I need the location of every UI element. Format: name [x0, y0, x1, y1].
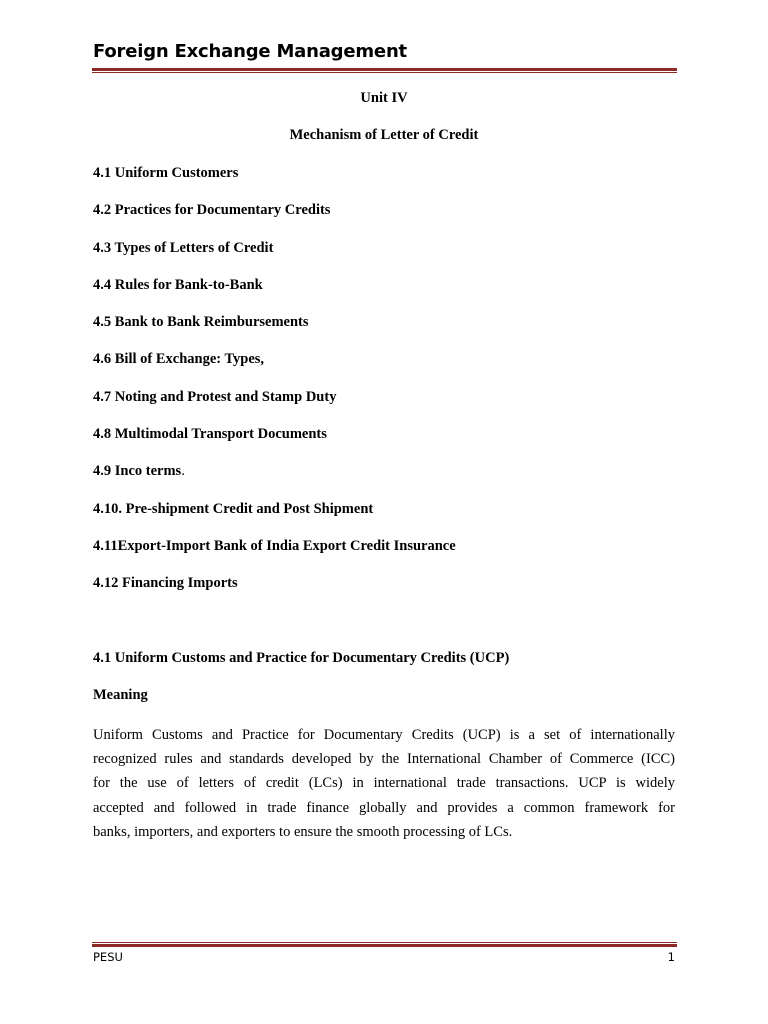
toc-item — [93, 239, 456, 276]
toc-item — [93, 388, 456, 425]
toc-item-label: 4.8 Multimodal Transport Documents — [93, 426, 327, 443]
table-of-contents — [93, 164, 456, 612]
document-header-title: Foreign Exchange Management — [93, 41, 407, 62]
toc-item-label: 4.9 Inco terms — [93, 463, 182, 480]
toc-item-label: 4.11Export-Import Bank of India Export Credit Insurance — [93, 537, 456, 554]
body-paragraph — [93, 723, 675, 844]
toc-item-label: 4.6 Bill of Exchange: Types, — [93, 351, 265, 368]
toc-item — [93, 462, 456, 499]
section-heading: 4.1 Uniform Customs and Practice for Documentary Credits (UCP) — [93, 650, 510, 666]
toc-item — [93, 201, 456, 238]
toc-item-label: 4.2 Practices for Documentary Credits — [93, 202, 331, 219]
toc-item-label: 4.1 Uniform Customers — [93, 165, 239, 181]
toc-item-label: 4.5 Bank to Bank Reimbursements — [93, 314, 309, 331]
page-number: 1 — [667, 950, 675, 964]
toc-item-label: 4.4 Rules for Bank-to-Bank — [93, 276, 263, 293]
toc-item — [93, 313, 456, 350]
toc-item — [93, 350, 456, 387]
toc-item-trail: . — [181, 463, 185, 480]
paragraph-line: banks, importers, and exporters to ensure the smooth processing of LCs. — [93, 823, 513, 840]
footer-label: PESU — [93, 950, 123, 964]
toc-item — [93, 500, 456, 537]
header-rule-thick — [92, 68, 677, 71]
paragraph-line: accepted and followed in trade finance globally and provides a common framework for — [93, 799, 675, 816]
toc-item — [93, 537, 456, 574]
toc-item — [93, 574, 456, 611]
paragraph-line: Uniform Customs and Practice for Documentary Credits (UCP) is a set of internationally — [93, 727, 675, 743]
paragraph-line: recognized rules and standards developed by the International Chamber of Commerce (ICC) — [93, 751, 675, 768]
unit-subtitle: Mechanism of Letter of Credit — [289, 127, 479, 143]
toc-item-label: 4.7 Noting and Protest and Stamp Duty — [93, 388, 337, 405]
section-subheading: Meaning — [93, 687, 148, 703]
footer-rule-thin — [92, 942, 677, 943]
toc-item — [93, 276, 456, 313]
unit-label: Unit IV — [360, 90, 408, 106]
toc-item — [93, 164, 456, 201]
footer-rule-thick — [92, 944, 677, 947]
header-rule-thin — [92, 72, 677, 73]
toc-item-label: 4.12 Financing Imports — [93, 575, 238, 592]
paragraph-line: for the use of letters of credit (LCs) in international trade transactions. UCP is widely — [93, 775, 675, 792]
toc-item — [93, 425, 456, 462]
toc-item-label: 4.3 Types of Letters of Credit — [93, 239, 274, 256]
toc-item-label: 4.10. Pre-shipment Credit and Post Shipment — [93, 500, 374, 517]
